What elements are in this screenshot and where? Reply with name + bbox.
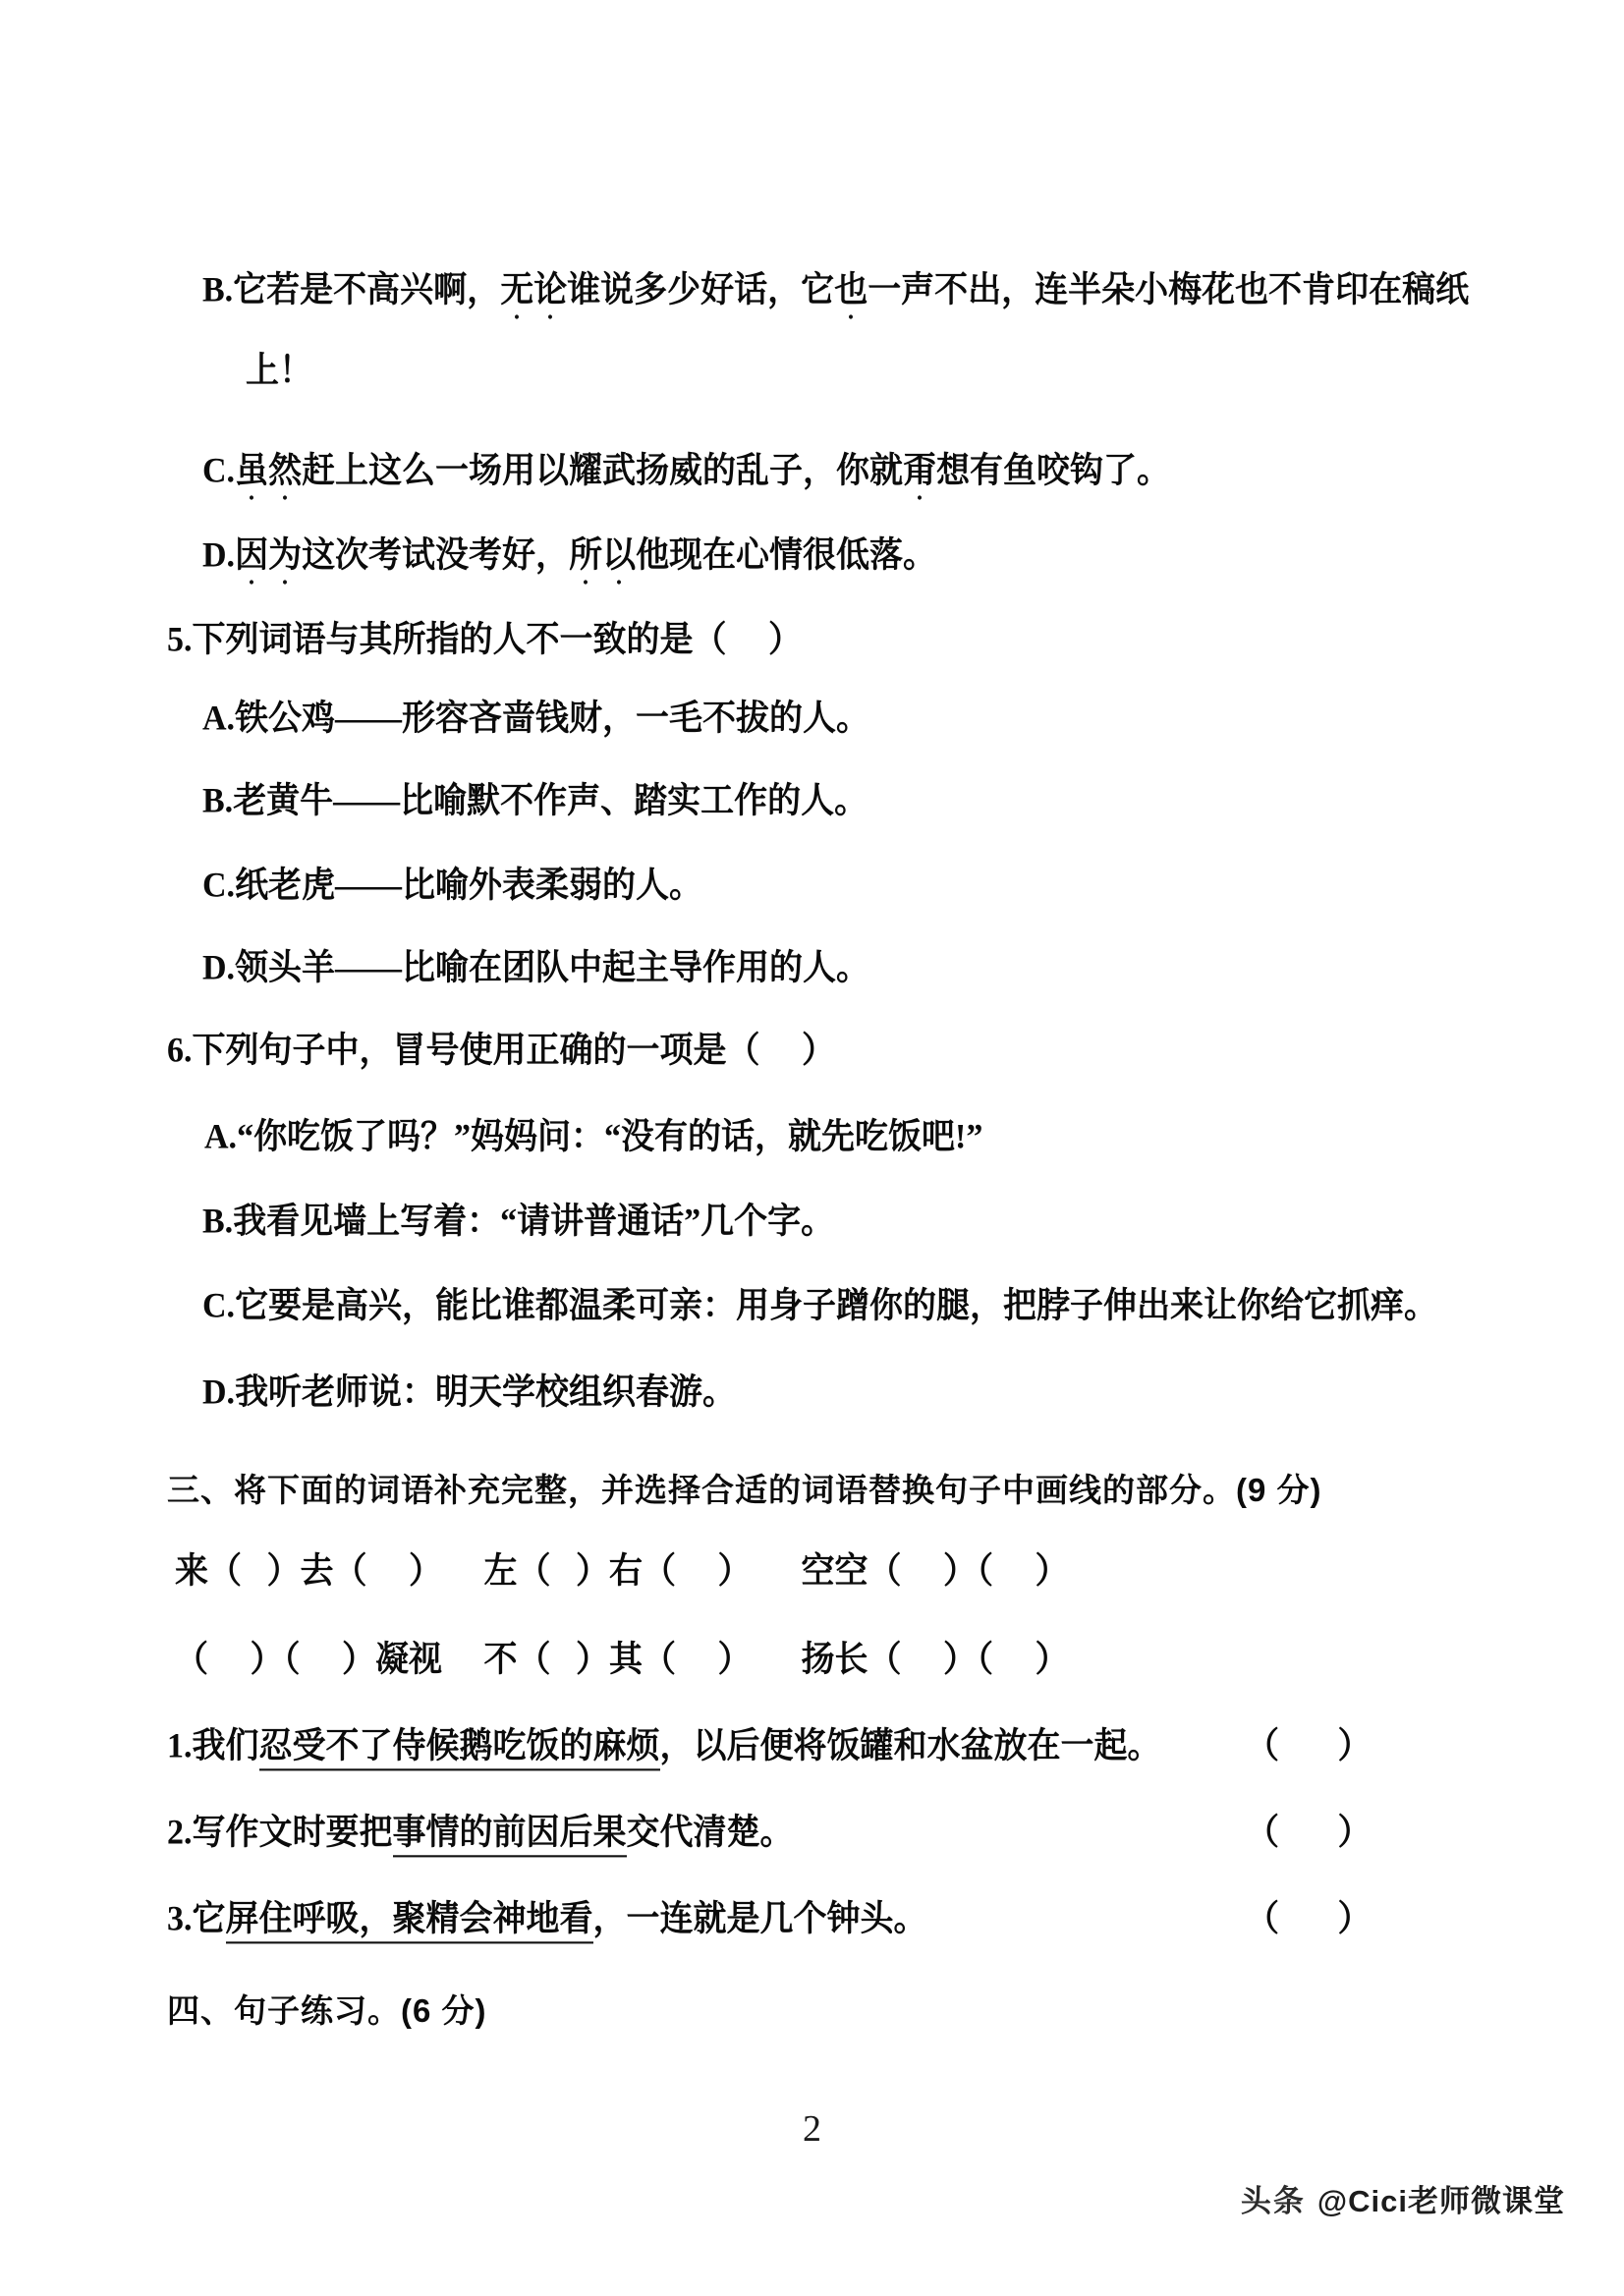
question5-option-c [202, 868, 702, 904]
option-letter-d: D. [202, 535, 236, 576]
option-letter-d: D. [202, 1372, 236, 1413]
option-b-text: 老黄牛——比喻默不作声、踏实工作的人。 [233, 781, 868, 821]
question6-option-a [204, 1117, 983, 1157]
question6-option-d [202, 1372, 737, 1413]
emphasis-suoyi: 所以 [569, 535, 637, 576]
sentence-3-answer-blank[interactable]: （ ） [1246, 1899, 1372, 1939]
watermark-platform: 头条 [1240, 2184, 1306, 2218]
option-letter-a: A. [202, 699, 236, 739]
sentence-3-before: 它 [192, 1899, 226, 1939]
question5-number: 5. [167, 620, 193, 660]
question5-option-b [202, 781, 868, 821]
option-letter-b: B. [202, 781, 234, 821]
sentence-1-before: 我们 [192, 1726, 259, 1766]
option-letter-d: D. [202, 948, 236, 988]
section-three-sentence-2 [167, 1813, 794, 1853]
emphasis-beng: 甭 [903, 451, 937, 491]
sentence-2-underlined: 事情的前因后果 [393, 1814, 627, 1858]
option-c-text-part1: 赶上这么一场用以耀武扬威的乱子，你就 [302, 451, 904, 491]
question4-option-c [202, 451, 1171, 491]
option-b-text: 我看见墙上写着：“请讲普通话”几个字。 [233, 1202, 835, 1242]
option-letter-b: B. [202, 1202, 234, 1242]
option-letter-c: C. [202, 1286, 236, 1326]
question6-stem [167, 1031, 835, 1071]
grid-gap-4 [752, 1641, 802, 1679]
option-b-text-part1: 它若是不高兴啊， [233, 270, 501, 310]
sentence-1-underlined: 忍受不了侍候鹅吃饭的麻烦 [259, 1727, 660, 1771]
sentence-1-answer-blank[interactable]: （ ） [1246, 1726, 1372, 1766]
grid-gap-3 [442, 1641, 484, 1679]
option-a-text: 铁公鸡——形容吝啬钱财，一毛不拔的人。 [235, 699, 870, 739]
word-grid-item-6[interactable]: 扬长（ ）（ ） [801, 1640, 1069, 1680]
section-three-sentence-1 [167, 1726, 1161, 1766]
question5-stem-close: ） [768, 620, 802, 660]
sentence-1-after: ，以后便将饭罐和水盆放在一起。 [659, 1726, 1161, 1766]
word-grid-item-3[interactable]: 空空（ ）（ ） [801, 1551, 1069, 1592]
question6-number: 6. [167, 1031, 193, 1071]
question6-option-c [202, 1286, 1438, 1326]
option-letter-c: C. [202, 451, 236, 491]
option-letter-c: C. [202, 866, 236, 906]
question6-option-b [202, 1204, 834, 1240]
section-three-sentence-3 [167, 1899, 927, 1939]
sentence-2-before: 写作文时要把 [192, 1813, 393, 1853]
word-grid-item-5[interactable]: 不（ ）其（ ） [483, 1640, 752, 1680]
section-four-heading: 四、句子练习。(6 分) [167, 1992, 487, 2029]
question6-stem-close: ） [802, 1031, 835, 1071]
emphasis-ye: 也 [834, 270, 868, 310]
grid-gap-2 [752, 1552, 802, 1591]
question6-answer-blank[interactable] [760, 1032, 803, 1070]
question4-option-d [202, 535, 937, 576]
question5-option-a [202, 701, 869, 737]
option-d-text: 我听老师说：明天学校组织春游。 [235, 1372, 737, 1413]
sentence-2-answer-blank[interactable]: （ ） [1246, 1813, 1372, 1853]
sentence-2-after: 交代清楚。 [626, 1813, 794, 1853]
sentence-3-number: 3. [167, 1899, 193, 1939]
question5-option-d [202, 948, 870, 988]
option-b-text-part2: 谁说多少好话，它 [567, 270, 835, 310]
option-c-text-part2: 想有鱼咬钩了。 [936, 451, 1171, 491]
question4-option-b-line1 [202, 270, 1470, 310]
word-grid-item-2[interactable]: 左（ ）右（ ） [483, 1551, 752, 1592]
option-d-text-part1: 这次考试没考好， [302, 535, 570, 576]
word-grid-item-1[interactable]: 来（ ）去（ ） [175, 1551, 442, 1592]
question4-option-b-line2: 上！ [246, 351, 312, 391]
option-d-text: 领头羊——比喻在团队中起主导作用的人。 [235, 948, 870, 988]
sentence-3-after: ，一连就是几个钟头。 [592, 1899, 927, 1939]
sentence-2-number: 2. [167, 1813, 193, 1853]
watermark [1241, 2176, 1565, 2220]
option-letter-a: A. [204, 1117, 238, 1157]
word-grid-item-4[interactable]: （ ）（ ）凝视 [175, 1640, 442, 1680]
word-grid-row-1 [175, 1551, 1069, 1592]
section-three-heading: 三、将下面的词语补充完整，并选择合适的词语替换句子中画线的部分。(9 分) [167, 1472, 1322, 1508]
question6-stem-text: 下列句子中，冒号使用正确的一项是（ [192, 1031, 760, 1071]
option-a-text: “你吃饭了吗？”妈妈问：“没有的话，就先吃饭吧!” [237, 1117, 983, 1157]
emphasis-wulun: 无论 [500, 270, 568, 310]
word-grid-row-2 [175, 1640, 1069, 1680]
sentence-1-number: 1. [167, 1726, 193, 1766]
option-c-text: 纸老虎——比喻外表柔弱的人。 [235, 866, 703, 906]
grid-gap-1 [442, 1552, 484, 1591]
emphasis-yinwei: 因为 [235, 535, 303, 576]
option-d-text-part2: 他现在心情很低落。 [636, 535, 937, 576]
question5-answer-blank[interactable] [727, 621, 769, 659]
page-number: 2 [803, 2108, 821, 2150]
option-b-text-part3: 一声不出，连半朵小梅花也不肯印在稿纸 [868, 270, 1470, 310]
option-c-text: 它要是高兴，能比谁都温柔可亲：用身子蹭你的腿，把脖子伸出来让你给它抓痒。 [235, 1286, 1438, 1326]
question5-stem [167, 620, 802, 660]
emphasis-suiran: 虽然 [235, 451, 303, 491]
option-letter-b: B. [202, 270, 234, 310]
watermark-handle: @Cici老师微课堂 [1316, 2184, 1565, 2218]
question5-stem-text: 下列词语与其所指的人不一致的是（ [192, 620, 727, 660]
sentence-3-underlined: 屏住呼吸，聚精会神地看 [226, 1900, 593, 1944]
